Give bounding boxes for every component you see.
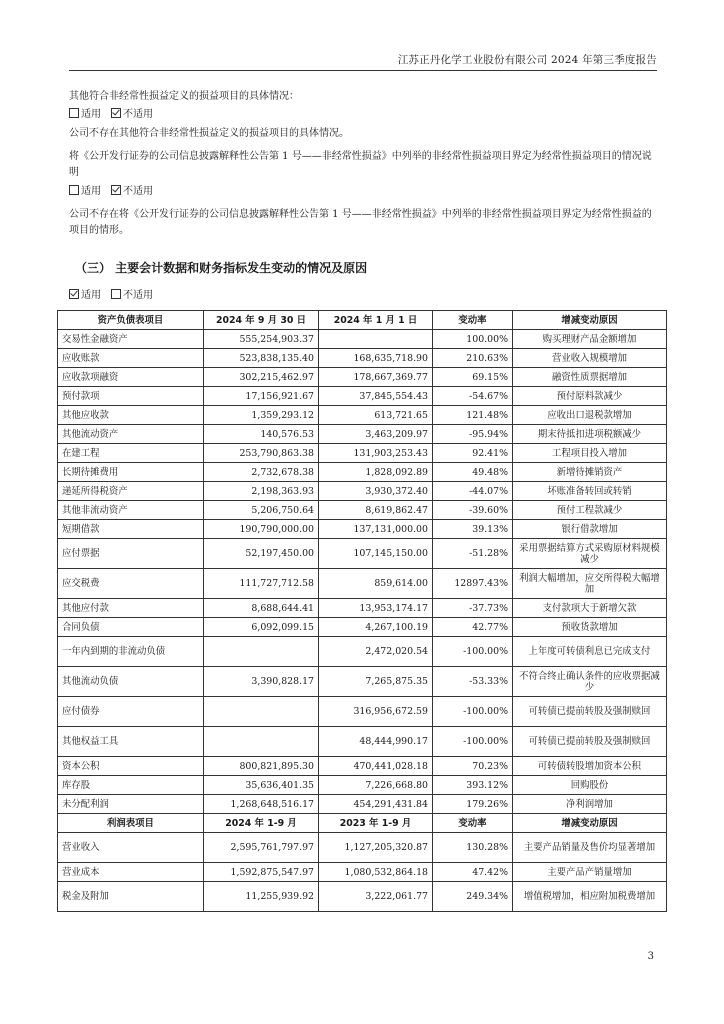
section-title: （三） 主要会计数据和财务指标发生变动的情况及原因 — [75, 261, 368, 275]
item-name-cell: 短期借款 — [58, 520, 204, 539]
checkbox-icon — [69, 108, 79, 118]
change-rate-cell: -37.73% — [433, 599, 513, 618]
prior-value-cell: 2,472,020.54 — [319, 637, 433, 667]
item-name-cell: 在建工程 — [58, 444, 204, 463]
prior-value-cell: 1,080,532,864.18 — [319, 863, 433, 882]
table-row — [58, 757, 667, 776]
prior-value-cell: 4,267,100.19 — [319, 618, 433, 637]
item-name-cell: 其他流动资产 — [58, 425, 204, 444]
reclassification-note: 将《公开发行证券的公司信息披露解释性公告第 1 号——非经常性损益》中列举的非经常性损益项目界定为经常性损益项目的情况说明 — [69, 151, 652, 178]
applicability-options-2 — [69, 184, 659, 200]
prior-value-cell: 7,226,668.80 — [319, 776, 433, 795]
current-value-cell: 2,595,761,797.97 — [204, 833, 319, 863]
table-row — [58, 599, 667, 618]
prior-value-cell: 859,614.00 — [319, 569, 433, 599]
prior-value-cell: 13,953,174.17 — [319, 599, 433, 618]
change-rate-cell: -100.00% — [433, 697, 513, 727]
change-rate-cell: -44.07% — [433, 482, 513, 501]
header-cell: 2023 年 1-9 月 — [319, 814, 433, 833]
item-name-cell: 其他应收款 — [58, 406, 204, 425]
item-name-cell: 合同负债 — [58, 618, 204, 637]
change-rate-cell: 210.63% — [433, 349, 513, 368]
item-name-cell: 交易性金融资产 — [58, 330, 204, 349]
prior-value-cell: 3,463,209.97 — [319, 425, 433, 444]
change-rate-cell: -100.00% — [433, 727, 513, 757]
change-rate-cell: -51.28% — [433, 539, 513, 569]
table-row — [58, 776, 667, 795]
option-apply[interactable]: 适用 — [69, 290, 101, 301]
item-name-cell: 长期待摊费用 — [58, 463, 204, 482]
table-row — [58, 618, 667, 637]
current-value-cell: 2,732,678.38 — [204, 463, 319, 482]
reason-cell: 融资性质票据增加 — [513, 368, 667, 387]
prior-value-cell: 137,131,000.00 — [319, 520, 433, 539]
reason-cell: 支付款项大于新增欠款 — [513, 599, 667, 618]
table-row — [58, 387, 667, 406]
item-name-cell: 营业成本 — [58, 863, 204, 882]
income-statement-header — [58, 814, 667, 833]
change-rate-cell: -53.33% — [433, 667, 513, 697]
header-cell: 2024 年 1-9 月 — [204, 814, 319, 833]
table-row — [58, 539, 667, 569]
item-name-cell: 递延所得税资产 — [58, 482, 204, 501]
current-value-cell: 1,359,293.12 — [204, 406, 319, 425]
table-row — [58, 330, 667, 349]
prior-value-cell: 3,222,061.77 — [319, 882, 433, 912]
item-name-cell: 应交税费 — [58, 569, 204, 599]
change-rate-cell: -39.60% — [433, 501, 513, 520]
current-value-cell: 3,390,828.17 — [204, 667, 319, 697]
option-apply[interactable]: 适用 — [69, 109, 101, 120]
change-rate-cell: 39.13% — [433, 520, 513, 539]
table-row — [58, 833, 667, 863]
reason-cell: 主要产品产销量增加 — [513, 863, 667, 882]
reason-cell: 采用票据结算方式采购原材料规模减少 — [513, 539, 667, 569]
table-row — [58, 697, 667, 727]
financial-changes-table — [57, 310, 667, 912]
item-name-cell: 预付款项 — [58, 387, 204, 406]
change-rate-cell: -95.94% — [433, 425, 513, 444]
change-rate-cell: 249.34% — [433, 882, 513, 912]
change-rate-cell: 393.12% — [433, 776, 513, 795]
change-rate-cell: -54.67% — [433, 387, 513, 406]
table-row — [58, 425, 667, 444]
applicability-options-1 — [69, 107, 659, 123]
table-row — [58, 463, 667, 482]
reason-cell: 预收货款增加 — [513, 618, 667, 637]
item-name-cell: 应收账款 — [58, 349, 204, 368]
reason-cell: 上年度可转债利息已完成支付 — [513, 637, 667, 667]
checkbox-checked-icon — [111, 108, 121, 118]
table-row — [58, 368, 667, 387]
prior-value-cell: 1,828,092.89 — [319, 463, 433, 482]
current-value-cell — [204, 697, 319, 727]
option-apply[interactable]: 适用 — [69, 186, 101, 197]
item-name-cell: 其他权益工具 — [58, 727, 204, 757]
reason-cell: 预付原料款减少 — [513, 387, 667, 406]
item-name-cell: 其他流动负债 — [58, 667, 204, 697]
option-not-apply[interactable]: 不适用 — [111, 186, 153, 197]
reason-cell: 可转债转股增加资本公积 — [513, 757, 667, 776]
prior-value-cell: 131,903,253.43 — [319, 444, 433, 463]
reason-cell: 净利润增加 — [513, 795, 667, 814]
reason-cell: 利润大幅增加，应交所得税大幅增加 — [513, 569, 667, 599]
header-cell: 增减变动原因 — [513, 311, 667, 330]
table-row — [58, 863, 667, 882]
item-name-cell: 应收款项融资 — [58, 368, 204, 387]
prior-value-cell: 48,444,990.17 — [319, 727, 433, 757]
item-name-cell: 未分配利润 — [58, 795, 204, 814]
item-name-cell: 一年内到期的非流动负债 — [58, 637, 204, 667]
checkbox-icon — [69, 185, 79, 195]
reason-cell: 回购股份 — [513, 776, 667, 795]
current-value-cell: 11,255,939.92 — [204, 882, 319, 912]
reason-cell: 期末待抵扣进项税额减少 — [513, 425, 667, 444]
current-value-cell: 1,268,648,516.17 — [204, 795, 319, 814]
item-name-cell: 应付债券 — [58, 697, 204, 727]
other-items-heading: 其他符合非经常性损益定义的损益项目的具体情况： — [69, 91, 299, 102]
reason-cell: 坏账准备转回或转销 — [513, 482, 667, 501]
header-cell: 2024 年 9 月 30 日 — [204, 311, 319, 330]
current-value-cell: 302,215,462.97 — [204, 368, 319, 387]
prior-value-cell: 107,145,150.00 — [319, 539, 433, 569]
reason-cell: 可转债已提前转股及强制赎回 — [513, 697, 667, 727]
checkbox-checked-icon — [69, 289, 79, 299]
table-row — [58, 795, 667, 814]
reason-cell: 预付工程款减少 — [513, 501, 667, 520]
current-value-cell: 52,197,450.00 — [204, 539, 319, 569]
balance-sheet-header — [58, 311, 667, 330]
reason-cell: 银行借款增加 — [513, 520, 667, 539]
prior-value-cell: 37,845,554.43 — [319, 387, 433, 406]
change-rate-cell: 47.42% — [433, 863, 513, 882]
current-value-cell: 8,688,644.41 — [204, 599, 319, 618]
change-rate-cell: 49.48% — [433, 463, 513, 482]
change-rate-cell: 12897.43% — [433, 569, 513, 599]
prior-value-cell: 613,721.65 — [319, 406, 433, 425]
table-row — [58, 501, 667, 520]
item-name-cell: 税金及附加 — [58, 882, 204, 912]
current-value-cell: 2,198,363.93 — [204, 482, 319, 501]
table-row — [58, 520, 667, 539]
current-value-cell — [204, 637, 319, 667]
item-name-cell: 其他非流动资产 — [58, 501, 204, 520]
current-value-cell: 140,576.53 — [204, 425, 319, 444]
checkbox-icon — [111, 289, 121, 299]
current-value-cell: 555,254,903.37 — [204, 330, 319, 349]
table-row — [58, 482, 667, 501]
item-name-cell: 其他应付款 — [58, 599, 204, 618]
change-rate-cell: 92.41% — [433, 444, 513, 463]
page-number: 3 — [647, 951, 654, 962]
prior-value-cell — [319, 330, 433, 349]
header-cell: 2024 年 1 月 1 日 — [319, 311, 433, 330]
prior-value-cell: 7,265,875.35 — [319, 667, 433, 697]
header-cell: 变动率 — [433, 311, 513, 330]
change-rate-cell: 69.15% — [433, 368, 513, 387]
table-row — [58, 637, 667, 667]
prior-value-cell: 470,441,028.18 — [319, 757, 433, 776]
reason-cell: 不符合终止确认条件的应收票据减少 — [513, 667, 667, 697]
current-value-cell: 253,790,863.38 — [204, 444, 319, 463]
current-value-cell: 800,821,895.30 — [204, 757, 319, 776]
table-row — [58, 444, 667, 463]
checkbox-checked-icon — [111, 185, 121, 195]
change-rate-cell: 70.23% — [433, 757, 513, 776]
item-name-cell: 营业收入 — [58, 833, 204, 863]
header-cell: 增减变动原因 — [513, 814, 667, 833]
current-value-cell: 1,592,875,547.97 — [204, 863, 319, 882]
reason-cell: 主要产品销量及售价均显著增加 — [513, 833, 667, 863]
applicability-options-3 — [69, 288, 659, 304]
reclassification-statement: 公司不存在将《公开发行证券的公司信息披露解释性公告第 1 号——非经常性损益》中列举的非经常性损益项目界定为经常性损益的项目的情形。 — [69, 209, 652, 236]
table-row — [58, 727, 667, 757]
change-rate-cell: -100.00% — [433, 637, 513, 667]
current-value-cell: 6,092,099.15 — [204, 618, 319, 637]
current-value-cell: 190,790,000.00 — [204, 520, 319, 539]
table-row — [58, 667, 667, 697]
prior-value-cell: 454,291,431.84 — [319, 795, 433, 814]
change-rate-cell: 179.26% — [433, 795, 513, 814]
reason-cell: 应收出口退税款增加 — [513, 406, 667, 425]
option-not-apply[interactable]: 不适用 — [111, 290, 153, 301]
reason-cell: 可转债已提前转股及强制赎回 — [513, 727, 667, 757]
current-value-cell: 5,206,750.64 — [204, 501, 319, 520]
change-rate-cell: 42.77% — [433, 618, 513, 637]
table-row — [58, 882, 667, 912]
prior-value-cell: 178,667,369.77 — [319, 368, 433, 387]
change-rate-cell: 121.48% — [433, 406, 513, 425]
prior-value-cell: 1,127,205,320.87 — [319, 833, 433, 863]
item-name-cell: 资本公积 — [58, 757, 204, 776]
current-value-cell: 111,727,712.58 — [204, 569, 319, 599]
reason-cell: 增值税增加，相应附加税费增加 — [513, 882, 667, 912]
table-row — [58, 349, 667, 368]
change-rate-cell: 130.28% — [433, 833, 513, 863]
current-value-cell: 35,636,401.35 — [204, 776, 319, 795]
change-rate-cell: 100.00% — [433, 330, 513, 349]
page-header: 江苏正丹化学工业股份有限公司 2024 年第三季度报告 — [69, 52, 657, 71]
prior-value-cell: 168,635,718.90 — [319, 349, 433, 368]
current-value-cell — [204, 727, 319, 757]
item-name-cell: 库存股 — [58, 776, 204, 795]
reason-cell: 新增待摊销资产 — [513, 463, 667, 482]
table-row — [58, 569, 667, 599]
header-cell: 资产负债表项目 — [58, 311, 204, 330]
option-not-apply[interactable]: 不适用 — [111, 109, 153, 120]
prior-value-cell: 3,930,372.40 — [319, 482, 433, 501]
reason-cell: 购买理财产品金额增加 — [513, 330, 667, 349]
reason-cell: 工程项目投入增加 — [513, 444, 667, 463]
current-value-cell: 523,838,135.40 — [204, 349, 319, 368]
other-items-statement: 公司不存在其他符合非经常性损益定义的损益项目的具体情况。 — [69, 128, 349, 139]
header-cell: 变动率 — [433, 814, 513, 833]
current-value-cell: 17,156,921.67 — [204, 387, 319, 406]
header-cell: 利润表项目 — [58, 814, 204, 833]
prior-value-cell: 316,956,672.59 — [319, 697, 433, 727]
prior-value-cell: 8,619,862.47 — [319, 501, 433, 520]
reason-cell: 营业收入规模增加 — [513, 349, 667, 368]
table-row — [58, 406, 667, 425]
item-name-cell: 应付票据 — [58, 539, 204, 569]
